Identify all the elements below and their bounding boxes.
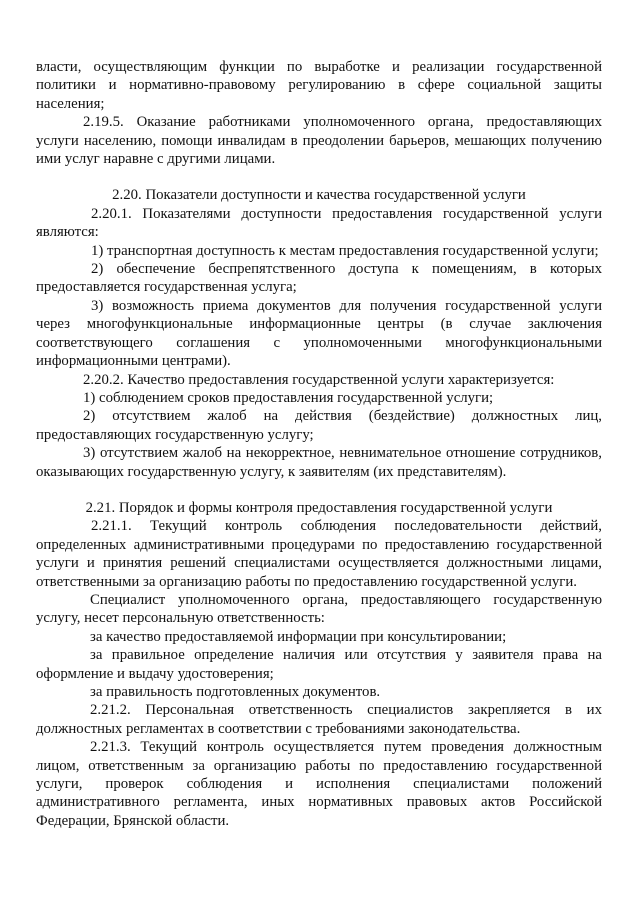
paragraph: 2.21.2. Персональная ответственность специалистов закрепляется в их должностных регламентах в соответствии с требованиями законодательства. [36, 702, 602, 737]
section-heading: 2.21. Порядок и формы контроля предоставления государственной услуги [85, 499, 553, 516]
paragraph: за правильное определение наличия или отсутствия у заявителя права на оформление и выдачу удостоверения; [36, 647, 602, 682]
paragraph: 2.20.2. Качество предоставления государственной услуги характеризуется: [83, 371, 555, 388]
paragraph: власти, осуществляющим функции по выработке и реализации государственной политики и нормативно-правовому регулированию в сфере социальной защиты населения; [36, 59, 602, 112]
paragraph: 3) возможность приема документов для получения государственной услуги через многофункциональные информационные центры (в случае заключения соответствующего соглашения с уполномоченными многофункциональными информационными центрами). [36, 297, 602, 370]
paragraph: 3) отсутствием жалоб на некорректное, невнимательное отношение сотрудников, оказывающих государственную услугу, к заявителям (их представителям). [36, 445, 602, 480]
paragraph: 1) транспортная доступность к местам предоставления государственной услуги; [91, 242, 599, 259]
paragraph: Специалист уполномоченного органа, предоставляющего государственную услугу, несет персональную ответственность: [36, 591, 602, 627]
section-spacer [36, 168, 602, 186]
paragraph: 2.21.1. Текущий контроль соблюдения последовательности действий, определенных административными процедурами по предоставлению государственной услуги и принятия решений специалистами осуществляется должностными лицами, ответственными за организацию работы по предоставлению государственной услуги. [36, 518, 602, 590]
paragraph: за качество предоставляемой информации при консультировании; [90, 628, 507, 645]
paragraph: 2) обеспечение беспрепятственного доступа к помещениям, в которых предоставляется государственная услуга; [36, 261, 602, 296]
section-spacer [36, 481, 602, 499]
paragraph: 2.21.3. Текущий контроль осуществляется путем проведения должностным лицом, ответственным за организацию работы по предоставлению государственной услуги, проверок соблюдения и исполнения специалистами положений административного регламента, иных нормативных правовых актов Российской Федерации, Брянской области. [36, 739, 602, 829]
paragraph: 2.19.5. Оказание работниками уполномоченного органа, предоставляющих услуги населению, помощи инвалидам в преодолении барьеров, мешающих получению ими услуг наравне с другими лицами. [36, 114, 602, 168]
section-heading: 2.20. Показатели доступности и качества государственной услуги [112, 187, 526, 204]
paragraph: 2) отсутствием жалоб на действия (бездействие) должностных лиц, предоставляющих государственную услугу; [36, 408, 602, 443]
paragraph: за правильность подготовленных документов. [90, 684, 381, 700]
document-page [36, 58, 602, 830]
paragraph: 1) соблюдением сроков предоставления государственной услуги; [83, 389, 494, 406]
paragraph: 2.20.1. Показателями доступности предоставления государственной услуги являются: [36, 205, 602, 241]
